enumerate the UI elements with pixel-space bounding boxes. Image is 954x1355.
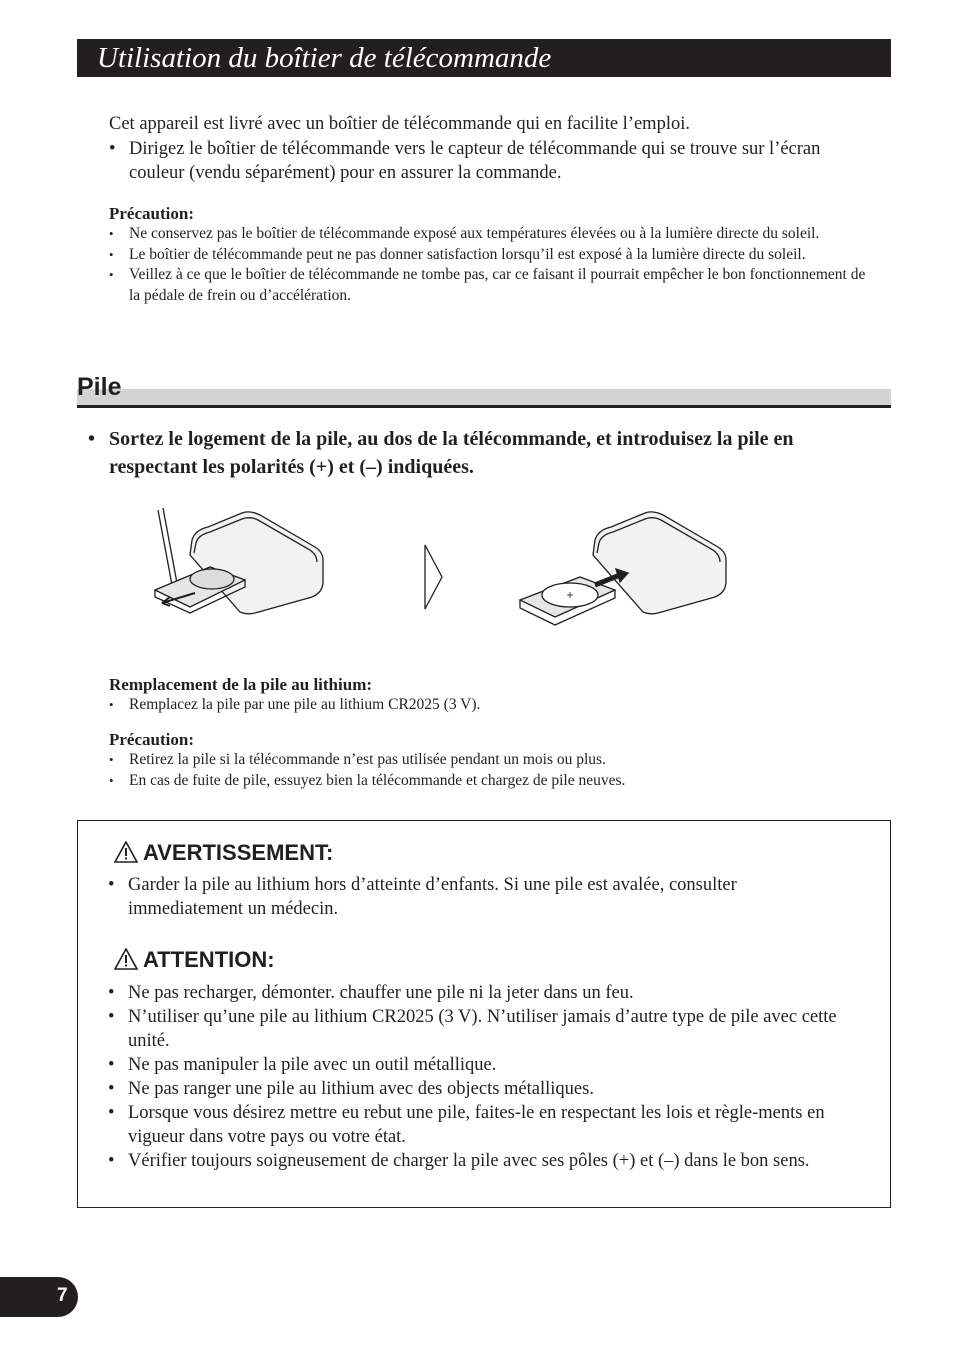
attention-item: • Ne pas recharger, démonter. chauffer une pile ni la jeter dans un feu. [108, 981, 838, 1005]
warning-heading-row [114, 839, 333, 867]
precaution-item: • Le boîtier de télécommande peut ne pas donner satisfaction lorsqu’il est exposé à la lumière directe du soleil. [109, 245, 869, 266]
warning-item: • Garder la pile au lithium hors d’atteinte d’enfants. Si une pile est avalée, consulter immediatement un médecin. [108, 873, 838, 921]
battery-plus-mark: + [566, 588, 574, 602]
precaution-block-1 [109, 204, 869, 306]
attention-heading-row [114, 946, 275, 974]
section-band [77, 389, 891, 405]
precaution-item: • En cas de fuite de pile, essuyez bien la télécommande et chargez de pile neuves. [109, 771, 869, 792]
precaution-block-2 [109, 730, 869, 791]
warning-triangle-icon [114, 841, 138, 863]
intro-bullet: • Dirigez le boîtier de télécommande vers le capteur de télécommande qui se trouve sur l’écran couleur (vendu séparément) pour en assurer la commande. [109, 137, 869, 186]
attention-item: • Vérifier toujours soigneusement de charger la pile avec ses pôles (+) et (–) dans le bon sens. [108, 1149, 838, 1173]
page-title-bar [77, 39, 891, 77]
warning-triangle-icon [114, 948, 138, 970]
section-title: Pile [77, 373, 122, 401]
warning-heading: AVERTISSEMENT: [143, 840, 334, 865]
arrow-shape [425, 545, 442, 609]
page-number: 7 [57, 1285, 68, 1306]
precaution-item: • Retirez la pile si la télécommande n’est pas utilisée pendant un mois ou plus. [109, 750, 869, 771]
precaution-heading-2: Précaution: [109, 730, 194, 749]
attention-item: • N’utiliser qu’une pile au lithium CR2025 (3 V). N’utiliser jamais d’autre type de pile avec cette unité. [108, 1005, 838, 1053]
precaution-item: • Ne conservez pas le boîtier de télécommande exposé aux températures élevées ou à la lumière directe du soleil. [109, 224, 869, 245]
page-number-tab [0, 1277, 78, 1317]
step-bullet: • [88, 428, 96, 450]
warning-box [77, 820, 891, 1208]
attention-item: • Ne pas manipuler la pile avec un outil métallique. [108, 1053, 838, 1077]
battery-illustration [150, 505, 750, 640]
section-rule [77, 405, 891, 408]
page-title: Utilisation du boîtier de télécommande [97, 42, 552, 74]
step-text: Sortez le logement de la pile, au dos de la télécommande, et introduisez la pile en respectant les polarités (+) et (–) indiquées. [109, 428, 794, 478]
precaution-heading-1: Précaution: [109, 204, 194, 223]
precaution-item: • Veillez à ce que le boîtier de télécommande ne tombe pas, car ce faisant il pourrait empêcher le bon fonctionnement de la pédale de frein ou d’accélération. [109, 265, 869, 306]
remote-open-drawing [155, 508, 323, 614]
intro [109, 112, 869, 186]
replacement-block [109, 675, 869, 716]
remote-insert-drawing [520, 512, 726, 625]
intro-paragraph: Cet appareil est livré avec un boîtier de télécommande qui en facilite l’emploi. [109, 114, 690, 134]
replacement-heading: Remplacement de la pile au lithium: [109, 675, 373, 694]
attention-item: • Ne pas ranger une pile au lithium avec des objects métalliques. [108, 1077, 838, 1101]
attention-item: • Lorsque vous désirez mettre eu rebut une pile, faites-le en respectant les lois et règle-ments en vigueur dans votre pays ou votre état. [108, 1101, 838, 1149]
replacement-item: • Remplacez la pile par une pile au lithium CR2025 (3 V). [109, 695, 869, 716]
attention-heading: ATTENTION: [143, 947, 275, 972]
